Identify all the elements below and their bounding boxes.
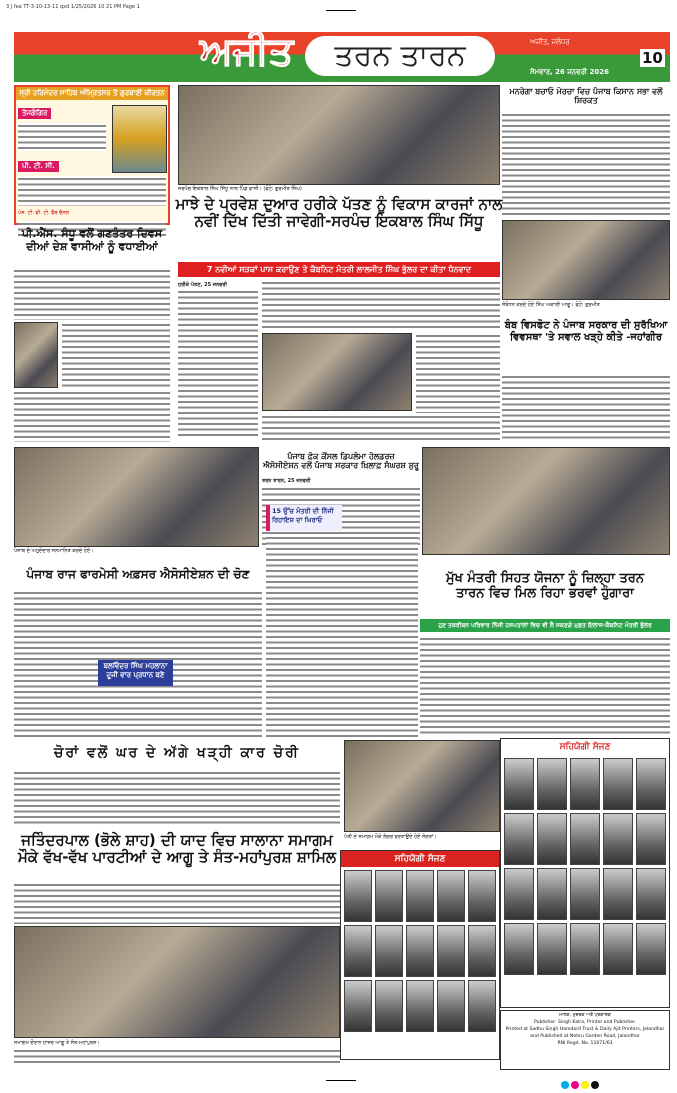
portrait — [603, 758, 633, 810]
portrait — [468, 980, 496, 1032]
main-headline — [175, 196, 503, 231]
story-photo — [502, 220, 670, 300]
small-news-box: 15 ਉੱਚ ਮੰਤਰੀ ਦੀ ਨਿੱਜੀ ਰਿਹਾਇਸ਼ ਦਾ ਘਿਰਾਓ — [266, 505, 342, 531]
headline-line: ਪੰਜਾਬ ਫ਼ੋਕ ਕੌਂਸਲ ਡਿਪਲੋਮਾ ਹੋਲਡਰਜ਼ — [287, 452, 395, 461]
group-photo — [422, 447, 670, 555]
body-text — [14, 268, 170, 320]
subheadline-box: ਬਲਵਿੰਦਰ ਸਿੰਘ ਮਹਲਾਨਾ ਦੂਜੀ ਵਾਰ ਪ੍ਰਧਾਨ ਬਣੇ — [98, 660, 173, 686]
portrait — [468, 870, 496, 922]
portrait — [570, 813, 600, 865]
portrait — [603, 923, 633, 975]
body-text — [62, 322, 170, 388]
body-text — [262, 280, 500, 330]
section-title: ਤਰਨ ਤਾਰਨ — [305, 36, 495, 76]
registration-mark — [326, 1080, 356, 1081]
body-text — [18, 176, 166, 206]
headline: ਪੰਜਾਬ ਰਾਜ ਫਾਰਮੇਸੀ ਅਫ਼ਸਰ ਐਸੋਸੀਏਸ਼ਨ ਦੀ ਚੋਣ — [26, 567, 250, 581]
newspaper-logo: ਅਜੀਤ — [200, 28, 294, 73]
body-text — [262, 414, 500, 440]
body-text — [18, 123, 106, 151]
portrait — [406, 925, 434, 977]
body-text — [14, 1048, 340, 1064]
portrait — [406, 980, 434, 1032]
headline-line: ਐਸੋਸੀਏਸ਼ਨ ਵਲੋਂ ਪੰਜਾਬ ਸਰਕਾਰ ਖ਼ਿਲਾਫ਼ ਸੰਘਰਸ਼ ਸ਼ੁਰੂ — [263, 461, 419, 471]
headline — [502, 320, 670, 343]
headline: ਚੋਰਾਂ ਵਲੋਂ ਘਰ ਦੇ ਅੱਗੇ ਖੜ੍ਹੀ ਕਾਰ ਚੋਰੀ — [54, 745, 300, 761]
supporters-title: ਸਹਿਯੋਗੀ ਸੱਜਣ — [501, 739, 669, 755]
gurbani-title: ਸ੍ਰੀ ਹਰਿਮੰਦਰ ਸਾਹਿਬ ਅੰਮ੍ਰਿਤਸਰ ਤੋਂ ਗੁਰਬਾਣੀ ਕੀਰਤਨ — [16, 87, 168, 100]
headline-line: ਮੌਕੇ ਵੱਖ-ਵੱਖ ਪਾਰਟੀਆਂ ਦੇ ਆਗੂ ਤੇ ਸੰਤ-ਮਹਾਂਪੁਰਸ਼ ਸ਼ਾਮਿਲ — [18, 848, 336, 867]
golden-temple-photo — [112, 105, 167, 173]
group-photo — [14, 926, 340, 1038]
portrait — [468, 925, 496, 977]
portrait — [537, 758, 567, 810]
dateline: ਹਰੀਕੇ ਪੱਤਣ, 25 ਜਨਵਰੀ — [178, 282, 227, 288]
page-number: 10 — [642, 49, 663, 67]
supporters-box — [340, 850, 500, 1060]
body-text — [502, 112, 670, 217]
body-text — [14, 390, 170, 442]
photo-caption: ਪੰਜਾਬ ਦੇ ਅਹੁਦੇਦਾਰ ਸਨਮਾਨਿਤ ਕਰਦੇ ਹੋਏ। — [14, 548, 94, 554]
print-slug: 3 J fea TT-3-10-13-11 qxd 1/25/2026 10 21 PM Page 1 — [6, 4, 140, 10]
body-text — [416, 333, 500, 413]
headline: ਪੀ.ਐੱਸ. ਸੰਧੂ ਵਲੋਂ ਗਣਤੰਤਰ ਦਿਵਸ ਦੀਆਂ ਦੇਸ਼ ਵਾਸੀਆਂ ਨੂੰ ਵਧਾਈਆਂ — [21, 227, 163, 253]
portrait — [437, 870, 465, 922]
portrait — [504, 813, 534, 865]
portrait — [570, 923, 600, 975]
dateline: ਤਰਨ ਤਾਰਨ, 25 ਜਨਵਰੀ — [262, 478, 311, 484]
group-photo — [14, 447, 259, 547]
portrait — [636, 868, 666, 920]
body-text — [502, 374, 670, 440]
body-text — [178, 289, 258, 439]
issue-date: ਸੋਮਵਾਰ, 26 ਜਨਵਰੀ 2026 — [530, 68, 609, 76]
photo-caption: ਸਮਾਗਮ ਦੌਰਾਨ ਹਾਜ਼ਰ ਆਗੂ ਤੇ ਸੰਤ-ਮਹਾਂਪੁਰਸ਼। — [14, 1040, 100, 1046]
supporters-title: ਸਹਿਯੋਗੀ ਸੱਜਣ — [341, 851, 499, 867]
portrait — [375, 870, 403, 922]
portrait — [504, 868, 534, 920]
portrait — [344, 870, 372, 922]
body-text — [14, 770, 340, 826]
color-registration-dots — [560, 1074, 600, 1093]
main-headline-line: ਨਵੀਂ ਦਿੱਖ ਦਿੱਤੀ ਜਾਵੇਗੀ-ਸਰਪੰਚ ਇਕਬਾਲ ਸਿੰਘ ਸਿੱਧੂ — [194, 212, 484, 231]
portrait — [537, 923, 567, 975]
headline-line: ਬੰਬ ਵਿਸਫੋਟ ਨੇ ਪੰਜਾਬ ਸਰਕਾਰ ਦੀ ਸੁਰੱਖਿਆ — [504, 320, 668, 331]
portrait — [537, 813, 567, 865]
portrait — [636, 813, 666, 865]
photo-caption: ਸੰਬੋਧਨ ਕਰਦੇ ਹੋਏ ਸਿੰਘ ਅਕਾਲੀ ਆਗੂ। ਫੋਟੋ: ਗੁਰਮੀਤ — [502, 302, 600, 308]
portrait — [603, 868, 633, 920]
group-photo — [178, 85, 500, 185]
story-photo — [262, 333, 412, 411]
portrait — [437, 980, 465, 1032]
photo-caption: ਸਰਪੰਚ ਇਕਬਾਲ ਸਿੰਘ ਸਿੱਧੂ ਨਾਲ ਪਿੰਡ ਵਾਸੀ। (ਫੋਟੋ: ਗੁਰਮੀਤ ਸਿੰਘ) — [178, 186, 302, 192]
portrait — [570, 758, 600, 810]
headline — [420, 572, 670, 602]
gurbani-tag: ਤੇਜਗੰਗਿਰ — [18, 108, 51, 119]
imprint-line: RNI Regd. No. 11071/63 — [557, 1040, 613, 1046]
gurbani-note: ਪੇਜ. ਟੀ. ਵੀ. ਟੀ. ਵੈੱਬ ਚੈਨਲ — [18, 210, 69, 216]
headline-line: ਤਾਰਨ ਵਿਚ ਮਿਲ ਰਿਹਾ ਭਰਵਾਂ ਹੁੰਗਾਰਾ — [456, 585, 634, 601]
portrait — [636, 923, 666, 975]
portrait — [375, 980, 403, 1032]
edition-label: ਅਜੀਤ, ਜਲੰਧਰ — [530, 38, 570, 46]
photo-caption: ਪੱਤੀ ਦੇ ਸਮਾਗਮ ਮੌਕੇ ਲੰਗਰ ਵਰਤਾਉਂਦੇ ਹੋਏ ਸੰਗਤਾਂ। — [344, 834, 437, 840]
portrait — [537, 868, 567, 920]
imprint-box — [500, 1010, 670, 1070]
portrait — [344, 980, 372, 1032]
imprint-line: Publisher: Singh Kalra, Printer and Publisher. — [533, 1019, 637, 1025]
imprint-line: Printed at Sadhu Singh Hamdard Trust & Daily Ajit Printers, Jalandhar — [505, 1026, 665, 1032]
body-text — [266, 535, 418, 740]
subheadline-strip: ਹੁਣ ਤਕਰੀਬਨ ਪਰਿਵਾਰ ਨਿੱਜੀ ਹਸਪਤਾਲਾਂ ਵਿਚ ਵੀ ਲੈ ਸਕਣਗੇ ਮੁਫ਼ਤ ਇਲਾਜ-ਕੈਬਨਿਟ ਮੰਤਰੀ ਭੁੱਲਰ — [420, 619, 670, 632]
portrait — [504, 923, 534, 975]
main-headline-line: ਮਾਝੇ ਦੇ ਪ੍ਰਵੇਸ਼ ਦੁਆਰ ਹਰੀਕੇ ਪੱਤਣ ਨੂੰ ਵਿਕਾਸ ਕਾਰਜਾਂ ਨਾਲ — [175, 195, 503, 213]
portrait-photo — [14, 322, 58, 388]
headline — [262, 452, 420, 470]
headline — [14, 832, 340, 867]
portrait — [406, 870, 434, 922]
registration-mark — [326, 10, 356, 11]
portrait — [504, 758, 534, 810]
imprint-line: and Published at Nehru Garden Road, Jalandhar — [530, 1033, 640, 1039]
headline-line: ਮੁੱਖ ਮੰਤਰੀ ਸਿਹਤ ਯੋਜਨਾ ਨੂੰ ਜ਼ਿਲ੍ਹਾ ਤਰਨ — [446, 571, 644, 586]
portrait — [437, 925, 465, 977]
body-text — [420, 636, 670, 736]
headline: ਮਨਰੇਗਾ ਬਚਾਓ ਮੋਰਚਾ ਵਿਚ ਪੰਜਾਬ ਕਿਸਾਨ ਸਭਾ ਵਲੋਂ ਸ਼ਿਰਕਤ — [509, 87, 663, 106]
subheadline-strip: 7 ਨਵੀਆਂ ਸੜਕਾਂ ਪਾਸ ਕਰਾਉਣ ਤੇ ਕੈਬਨਿਟ ਮੰਤਰੀ ਲਾਲਜੀਤ ਸਿੰਘ ਭੁੱਲਰ ਦਾ ਕੀਤਾ ਧੰਨਵਾਦ — [178, 262, 500, 277]
portrait — [636, 758, 666, 810]
portrait — [375, 925, 403, 977]
portrait — [570, 868, 600, 920]
headline-line: ਵਿਵਸਥਾ 'ਤੇ ਸਵਾਲ ਖੜ੍ਹੇ ਕੀਤੇ -ਜਹਾਂਗੀਰ — [509, 331, 663, 343]
headline-line: ਜਤਿੰਦਰਪਾਲ (ਭੋਲੇ ਸ਼ਾਹ) ਦੀ ਯਾਦ ਵਿਚ ਸਾਲਾਨਾ ਸਮਾਗਮ — [21, 831, 333, 849]
gurbani-box — [14, 85, 170, 225]
body-text — [14, 882, 340, 924]
portrait — [603, 813, 633, 865]
portrait — [344, 925, 372, 977]
gurbani-tag: ਪੀ. ਟੀ. ਸੀ. — [18, 161, 59, 172]
supporters-box — [500, 738, 670, 1008]
imprint-line: ਮਾਲਕ, ਮੁਦਰਕ ਅਤੇ ਪ੍ਰਕਾਸ਼ਕ — [559, 1013, 611, 1018]
langar-photo — [344, 740, 500, 832]
